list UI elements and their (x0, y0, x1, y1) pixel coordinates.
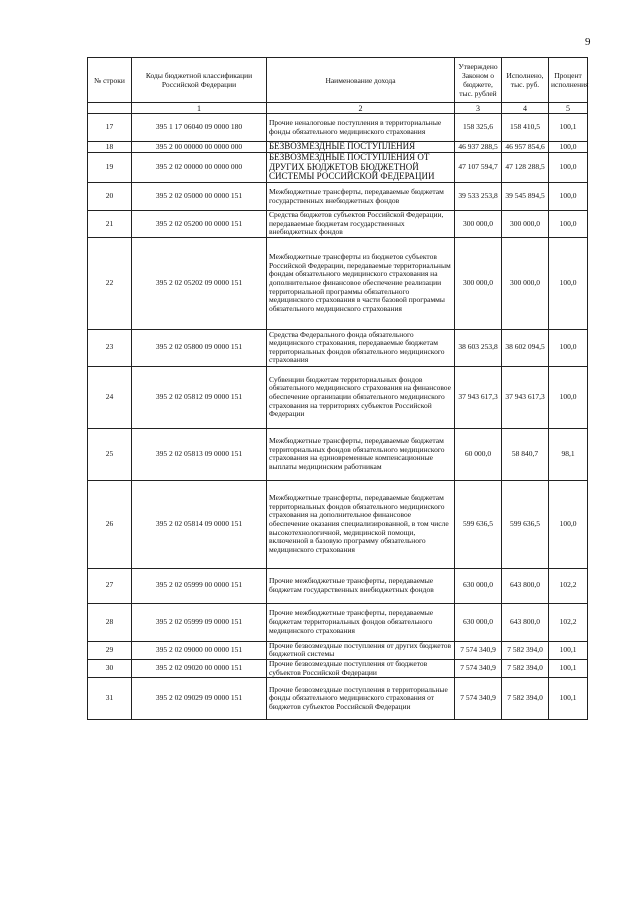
budget-code: 395 2 02 05000 00 0000 151 (132, 183, 267, 211)
budget-code: 395 2 02 05800 09 0000 151 (132, 329, 267, 366)
budget-code: 395 2 02 05813 09 0000 151 (132, 428, 267, 480)
income-name: Прочие безвозмездные поступления от других бюджетов бюджетной системы (267, 641, 455, 659)
table-row (88, 366, 588, 428)
row-number: 22 (88, 237, 132, 329)
table-row (88, 659, 588, 677)
table-row (88, 211, 588, 238)
execution-percent: 102,2 (549, 603, 588, 641)
page-number: 9 (585, 36, 591, 48)
table-row (88, 183, 588, 211)
income-name: Средства бюджетов субъектов Российской Федерации, передаваемые бюджетам государственных внебюджетных фондов (267, 211, 455, 238)
approved-amount: 630 000,0 (455, 603, 502, 641)
budget-code: 395 2 02 05999 00 0000 151 (132, 568, 267, 603)
execution-percent: 100,0 (549, 366, 588, 428)
row-number: 30 (88, 659, 132, 677)
execution-percent: 100,0 (549, 153, 588, 183)
execution-percent: 100,0 (549, 480, 588, 568)
execution-percent: 98,1 (549, 428, 588, 480)
budget-code: 395 2 02 05814 09 0000 151 (132, 480, 267, 568)
header-percent: Процент исполнения (549, 58, 588, 103)
row-number: 19 (88, 153, 132, 183)
executed-amount: 7 582 394,0 (502, 659, 549, 677)
budget-code: 395 2 02 09029 09 0000 151 (132, 678, 267, 720)
execution-percent: 100,1 (549, 678, 588, 720)
income-name: Средства Федерального фонда обязательного медицинского страхования, передаваемые бюджетам территориальных фондов обязательного медицинского страхования (267, 329, 455, 366)
row-number: 24 (88, 366, 132, 428)
table-header-row (88, 58, 588, 103)
column-number-blank (88, 103, 132, 114)
approved-amount: 630 000,0 (455, 568, 502, 603)
executed-amount: 643 800,0 (502, 603, 549, 641)
column-number: 4 (502, 103, 549, 114)
income-name: Межбюджетные трансферты, передаваемые бюджетам государственных внебюджетных фондов (267, 183, 455, 211)
table-body (88, 114, 588, 720)
execution-percent: 100,0 (549, 329, 588, 366)
table-row (88, 142, 588, 153)
budget-code: 395 2 02 09020 00 0000 151 (132, 659, 267, 677)
executed-amount: 39 545 894,5 (502, 183, 549, 211)
row-number: 17 (88, 114, 132, 142)
income-name: Субвенции бюджетам территориальных фондов обязательного медицинского страхования на финансовое обеспечение организации обязательного медицинского страхования на территориях субъектов Российской Федерации (267, 366, 455, 428)
table-row (88, 641, 588, 659)
executed-amount: 7 582 394,0 (502, 641, 549, 659)
approved-amount: 60 000,0 (455, 428, 502, 480)
approved-amount: 300 000,0 (455, 237, 502, 329)
row-number: 26 (88, 480, 132, 568)
approved-amount: 38 603 253,8 (455, 329, 502, 366)
budget-income-table (87, 57, 588, 720)
budget-code: 395 1 17 06040 09 0000 180 (132, 114, 267, 142)
income-name: Прочие неналоговые поступления в территориальные фонды обязательного медицинского страхования (267, 114, 455, 142)
row-number: 23 (88, 329, 132, 366)
table-row (88, 428, 588, 480)
execution-percent: 100,1 (549, 659, 588, 677)
approved-amount: 7 574 340,9 (455, 641, 502, 659)
executed-amount: 599 636,5 (502, 480, 549, 568)
income-name: Межбюджетные трансферты из бюджетов субъектов Российской Федерации, передаваемые территориальным фондам обязательного медицинского страхования на дополнительное финансовое обеспечение реализации территориальной программы обязательного медицинского страхования в части базовой программы обязательного медицинского страхования (267, 237, 455, 329)
header-income-name: Наименование дохода (267, 58, 455, 103)
header-executed: Исполнено, тыс. руб. (502, 58, 549, 103)
income-name: Прочие межбюджетные трансферты, передаваемые бюджетам территориальных фондов обязательного медицинского страхования (267, 603, 455, 641)
table-row (88, 480, 588, 568)
approved-amount: 7 574 340,9 (455, 659, 502, 677)
income-name: Межбюджетные трансферты, передаваемые бюджетам территориальных фондов обязательного медицинского страхования на единовременные компенсационные выплаты медицинским работникам (267, 428, 455, 480)
table-row (88, 568, 588, 603)
budget-code: 395 2 02 05999 09 0000 151 (132, 603, 267, 641)
executed-amount: 58 840,7 (502, 428, 549, 480)
table-row (88, 678, 588, 720)
approved-amount: 158 325,6 (455, 114, 502, 142)
income-name: Межбюджетные трансферты, передаваемые бюджетам территориальных фондов обязательного медицинского страхования на дополнительное финансовое обеспечение оказания специализированной, в том числе высокотехнологичной, медицинской помощи, включенной в базовую программу обязательного медицинского страхования (267, 480, 455, 568)
column-number: 2 (267, 103, 455, 114)
row-number: 21 (88, 211, 132, 238)
executed-amount: 7 582 394,0 (502, 678, 549, 720)
table-row (88, 603, 588, 641)
income-name: Прочие безвозмездные поступления в территориальные фонды обязательного медицинского страхования от бюджетов субъектов Российской Федерации (267, 678, 455, 720)
income-name: Прочие межбюджетные трансферты, передаваемые бюджетам государственных внебюджетных фондов (267, 568, 455, 603)
row-number: 25 (88, 428, 132, 480)
row-number: 18 (88, 142, 132, 153)
budget-code: 395 2 02 05812 09 0000 151 (132, 366, 267, 428)
table-row (88, 329, 588, 366)
row-number: 28 (88, 603, 132, 641)
row-number: 27 (88, 568, 132, 603)
executed-amount: 643 800,0 (502, 568, 549, 603)
income-name: БЕЗВОЗМЕЗДНЫЕ ПОСТУПЛЕНИЯ ОТ ДРУГИХ БЮДЖЕТОВ БЮДЖЕТНОЙ СИСТЕМЫ РОССИЙСКОЙ ФЕДЕРАЦИИ (267, 153, 455, 183)
income-name: Прочие безвозмездные поступления от бюджетов субъектов Российской Федерации (267, 659, 455, 677)
executed-amount: 37 943 617,3 (502, 366, 549, 428)
executed-amount: 300 000,0 (502, 211, 549, 238)
execution-percent: 100,0 (549, 142, 588, 153)
approved-amount: 46 937 288,5 (455, 142, 502, 153)
budget-code: 395 2 02 05200 00 0000 151 (132, 211, 267, 238)
execution-percent: 100,0 (549, 211, 588, 238)
budget-code: 395 2 02 00000 00 0000 000 (132, 153, 267, 183)
income-name: БЕЗВОЗМЕЗДНЫЕ ПОСТУПЛЕНИЯ (267, 142, 455, 153)
approved-amount: 300 000,0 (455, 211, 502, 238)
column-number: 3 (455, 103, 502, 114)
execution-percent: 102,2 (549, 568, 588, 603)
row-number: 29 (88, 641, 132, 659)
approved-amount: 7 574 340,9 (455, 678, 502, 720)
executed-amount: 300 000,0 (502, 237, 549, 329)
executed-amount: 158 410,5 (502, 114, 549, 142)
column-number-row (88, 103, 588, 114)
header-approved: Утверждено Законом о бюджете, тыс. рублей (455, 58, 502, 103)
approved-amount: 599 636,5 (455, 480, 502, 568)
table-row (88, 237, 588, 329)
executed-amount: 38 602 094,5 (502, 329, 549, 366)
budget-code: 395 2 02 09000 00 0000 151 (132, 641, 267, 659)
header-row-number: № строки (88, 58, 132, 103)
budget-code: 395 2 02 05202 09 0000 151 (132, 237, 267, 329)
approved-amount: 39 533 253,8 (455, 183, 502, 211)
execution-percent: 100,0 (549, 237, 588, 329)
executed-amount: 47 128 288,5 (502, 153, 549, 183)
executed-amount: 46 957 854,6 (502, 142, 549, 153)
budget-code: 395 2 00 00000 00 0000 000 (132, 142, 267, 153)
row-number: 20 (88, 183, 132, 211)
approved-amount: 47 107 594,7 (455, 153, 502, 183)
execution-percent: 100,1 (549, 641, 588, 659)
column-number: 1 (132, 103, 267, 114)
approved-amount: 37 943 617,3 (455, 366, 502, 428)
row-number: 31 (88, 678, 132, 720)
header-budget-code: Коды бюджетной классификации Российской Федерации (132, 58, 267, 103)
execution-percent: 100,0 (549, 183, 588, 211)
column-number: 5 (549, 103, 588, 114)
table-row (88, 114, 588, 142)
execution-percent: 100,1 (549, 114, 588, 142)
table-row (88, 153, 588, 183)
